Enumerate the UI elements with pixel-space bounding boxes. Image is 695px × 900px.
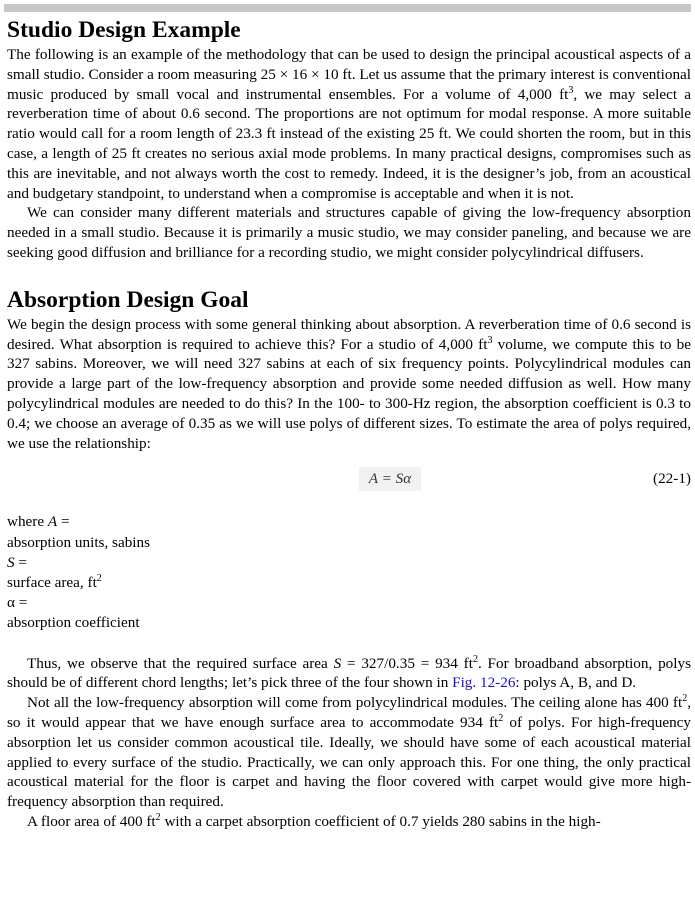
definition-meaning	[7, 573, 691, 593]
equation-number: (22-1)	[653, 470, 691, 488]
paragraph-floor-area	[7, 812, 691, 832]
where-label: where	[7, 513, 48, 531]
text-run: volume, we compute this to be 327 sabins. Moreover, we will need 327 sabins at each of six frequency points. Polycylindrical modules can provide a large part of the low-frequency absorption and provide some needed diffusion as well. How many polycylindrical modules are needed to do this? In the 100- to 300-Hz region, the absorption coefficient is 0.3 to 0.4; we choose an average of 0.35 as we will use polys of different sizes. To estimate the area of polys required, we use the relationship:	[7, 335, 691, 452]
superscript: 2	[498, 712, 504, 724]
definition-symbol-row	[7, 593, 691, 613]
superscript: 3	[568, 84, 574, 96]
paragraph-studio-intro	[7, 45, 691, 203]
document-page	[7, 16, 691, 832]
paragraph-surface-area	[7, 654, 691, 694]
superscript: 3	[487, 334, 493, 346]
definition-meaning	[7, 533, 691, 553]
definition-symbol-row	[7, 553, 691, 573]
superscript: 2	[96, 572, 102, 584]
meaning-text: surface area, ft	[7, 573, 97, 591]
paragraph-low-frequency	[7, 693, 691, 812]
text-run: We begin the design process with some general thinking about absorption. A reverberation time of 0.6 second is desired. What absorption is required to achieve this? For a studio of 4,000 ft	[7, 315, 691, 353]
figure-link-12-26[interactable]: Fig. 12-26	[452, 674, 516, 692]
section-heading-studio-design: Studio Design Example	[7, 17, 241, 43]
equals: =	[14, 594, 28, 612]
equals: =	[14, 553, 27, 571]
paragraph-absorption-intro	[7, 315, 691, 454]
text-run: with a carpet absorption coefficient of 0.7 yields 280 sabins in the high-	[160, 812, 601, 830]
definition-symbol-row	[7, 512, 691, 532]
paragraph-materials: We can consider many different materials and structures capable of giving the low-frequency absorption needed in a small studio. Because it is primarily a music studio, we may consider paneling, and because we are seeking good diffusion and brilliance for a recording studio, we might consider polycylindrical diffusers.	[7, 204, 691, 261]
symbol: S	[7, 553, 15, 571]
variable-definitions	[7, 512, 691, 633]
text-run: Not all the low-frequency absorption will come from polycylindrical modules. The ceiling alone has 400 ft	[27, 694, 683, 712]
superscript: 2	[155, 811, 161, 823]
equation-block	[7, 467, 691, 493]
text-run: . For broadband absorption, polys should be of different chord lengths; let’s pick three of the four shown in	[7, 654, 691, 692]
symbol: S	[333, 654, 342, 672]
text-run: of polys. For high-frequency absorption let us consider common acoustical tile. Ideally, we should have some of each acoustical material applied to every surface of the studio. Practically, we can only approach this. For one thing, the only practical acoustical material for the floor is carpet and having the floor covered with carpet would give more high-frequency absorption than required.	[7, 713, 691, 811]
superscript: 2	[682, 693, 688, 705]
section-heading-absorption-goal: Absorption Design Goal	[7, 286, 249, 313]
superscript: 2	[472, 653, 478, 665]
top-border-bar	[4, 4, 691, 12]
meaning-text: absorption coefficient	[7, 614, 140, 632]
text-run: , so it would appear that we have enough surface area to accommodate 934 ft	[7, 694, 691, 731]
meaning-text: absorption units, sabins	[7, 533, 151, 551]
text-run: , we may select a reverberation time of about 0.6 second. The proportions are not optimum for modal response. A more suitable ratio would call for a room length of 23.3 ft instead of the existing 25 ft. We could shorten the room, but in this case, a length of 25 ft creates no serious axial mode problems. In many practical designs, compromises such as this are inevitable, and not always worth the cost to remedy. Indeed, it is the designer’s job, from an acoustical and budgetary standpoint, to understand when a compromise is acceptable and when it is not.	[7, 85, 691, 202]
equation-formula: A = Sα	[359, 467, 421, 491]
symbol: A	[47, 513, 58, 531]
text-run: : polys A, B, and D.	[515, 674, 637, 692]
text-run: A floor area of 400 ft	[27, 812, 156, 830]
equals: =	[57, 513, 70, 531]
symbol: α	[7, 594, 15, 612]
text-run: The following is an example of the methodology that can be used to design the principal acoustical aspects of a small studio. Consider a room measuring 25 × 16 × 10 ft. Let us assume that the primary interest is conventional music produced by small vocal and instrumental ensembles. For a volume of 4,000 ft	[7, 46, 691, 103]
text-run: = 327/0.35 = 934 ft	[341, 654, 473, 672]
text-run: Thus, we observe that the required surface area	[27, 654, 334, 672]
definition-meaning	[7, 613, 691, 633]
